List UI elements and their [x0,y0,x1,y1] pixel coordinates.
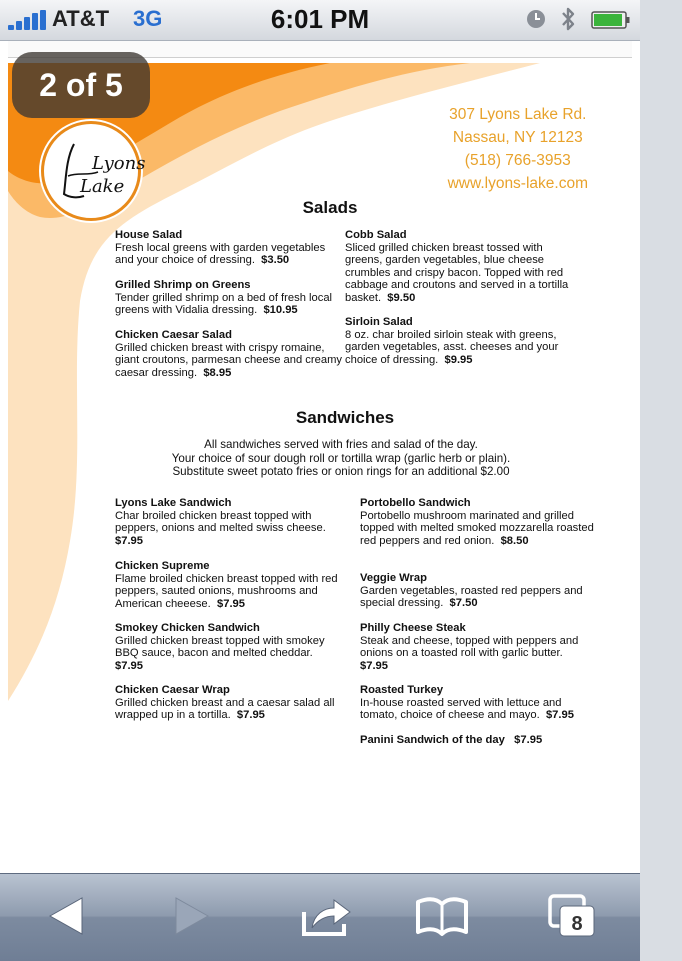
sandwiches-note [0,438,682,479]
phone-number[interactable]: (518) 766-3953 [464,152,571,169]
menu-item [360,572,585,610]
item-price: $7.95 [115,534,143,547]
item-desc: Grilled chicken breast and a caesar salad all wrapped up in a tortilla. [115,696,335,722]
item-desc: In-house roasted served with lettuce and tomato, choice of cheese and mayo. [360,696,562,722]
item-desc: Grilled chicken breast topped with smokey BBQ sauce, bacon and melted cheddar. [115,634,325,660]
item-price: $7.95 [217,597,245,610]
item-desc: Sliced grilled chicken breast tossed with greens, garden vegetables, blue cheese crumbles and crispy bacon. Topped with red cabbage and croutons and served in a tortilla basket. [345,241,569,304]
address-line-2: Nassau, NY 12123 [452,129,583,146]
menu-item [115,684,345,722]
item-name: Grilled Shrimp on Greens [115,279,251,291]
item-name: Roasted Turkey [360,684,444,696]
sandwiches-note-line-2: Your choice of sour dough roll or tortilla wrap (garlic herb or plain). [171,451,511,465]
safari-toolbar [0,873,640,961]
item-name: Panini Sandwich of the day [360,734,505,746]
item-desc: Steak and cheese, topped with peppers and onions on a toasted roll with garlic butter. [360,634,579,660]
document-viewer[interactable] [0,41,640,873]
item-price: $10.95 [263,304,298,317]
network-type: 3G [133,6,163,31]
item-price: $7.95 [236,709,265,722]
restaurant-contact [448,103,588,195]
menu-item [115,279,340,317]
sandwiches-note-line-1: All sandwiches served with fries and salad of the day. [204,438,478,451]
menu-item [115,560,340,610]
menu-item [115,497,340,547]
logo-text-lyons: Lyons [92,153,146,174]
salads-heading: Salads [302,198,358,217]
item-desc: Char broiled chicken breast topped with peppers, onions and melted swiss cheese. [115,509,326,535]
pages-count: 8 [571,913,583,935]
menu-item [360,734,595,747]
menu-item [360,497,595,547]
sandwiches-heading: Sandwiches [295,408,395,427]
item-desc: Garden vegetables, roasted red peppers and special dressing. [360,584,583,610]
status-bar [0,0,640,41]
item-name: Lyons Lake Sandwich [115,497,232,509]
item-desc: Tender grilled shrimp on a bed of fresh local greens with Vidalia dressing. [115,291,333,317]
pages-icon[interactable] [546,890,602,942]
item-price: $7.95 [115,659,143,672]
item-price: $9.95 [444,353,473,366]
menu-item [345,316,575,366]
website-link[interactable]: www.lyons-lake.com [447,175,588,192]
bluetooth-icon [558,5,578,33]
item-name: Sirloin Salad [345,316,413,328]
item-price: $7.95 [360,659,388,672]
bookmarks-icon[interactable] [414,890,470,942]
item-price: $3.50 [261,254,290,267]
menu-item [360,684,590,722]
item-price: $8.95 [203,366,232,379]
item-name: Chicken Caesar Salad [115,329,232,341]
item-price: $8.50 [500,534,529,547]
item-desc: Portobello mushroom marinated and grilled topped with melted smoked mozzarella roasted red peppers and red onion. [360,509,594,547]
status-time: 6:01 PM [270,4,370,34]
battery-icon [591,10,631,30]
item-name: Cobb Salad [345,229,407,241]
sandwiches-note-line-3: Substitute sweet potato fries or onion rings for an additional $2.00 [172,465,510,478]
item-name: Veggie Wrap [360,572,427,584]
page-counter: 2 of 5 [12,52,150,118]
menu-item [345,229,580,305]
menu-item [115,329,343,379]
menu-item [115,622,343,672]
logo-text-lake: Lake [80,176,125,197]
item-name: Smokey Chicken Sandwich [115,622,260,634]
item-desc: 8 oz. char broiled sirloin steak with greens, garden vegetables, asst. cheeses and your choice of dressing. [345,328,559,366]
carrier-name: AT&T [52,6,110,31]
forward-arrow-icon[interactable] [164,890,220,942]
item-name: Chicken Caesar Wrap [115,684,230,696]
signal-bars-icon [8,10,48,30]
item-name: House Salad [115,229,183,241]
item-price: $9.50 [387,291,416,304]
item-name: Chicken Supreme [115,560,210,572]
menu-item [115,229,340,267]
clock-icon [526,9,546,29]
address-line-1: 307 Lyons Lake Rd. [449,106,587,123]
item-price: $7.95 [545,709,574,722]
share-icon[interactable] [298,890,354,942]
item-desc: Flame broiled chicken breast topped with red peppers, sauted onions, mushrooms and American cheeese. [115,572,338,610]
menu-item [360,622,595,672]
back-arrow-icon[interactable] [38,890,94,942]
item-name: Philly Cheese Steak [360,622,466,634]
item-desc: Grilled chicken breast with crispy romaine, giant croutons, parmesan cheese and creamy caesar dressing. [115,341,342,379]
item-price: $7.50 [449,597,478,610]
item-desc: Fresh local greens with garden vegetables and your choice of dressing. [115,241,326,267]
item-name: Portobello Sandwich [360,497,471,509]
item-price: $7.95 [514,734,543,746]
